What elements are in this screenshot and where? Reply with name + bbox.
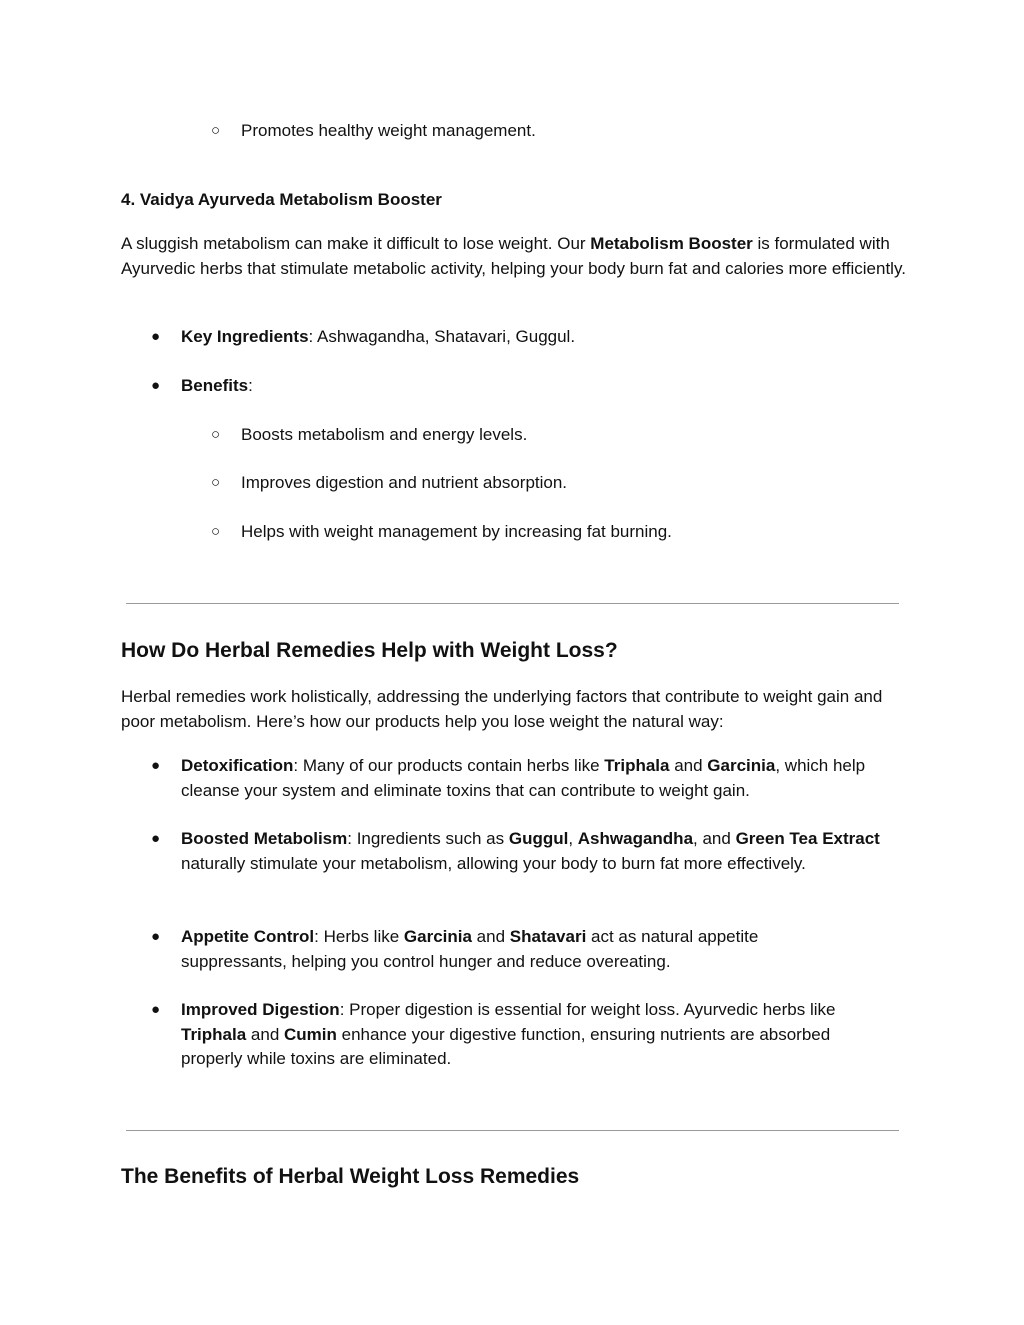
sub-list-item: Boosts metabolism and energy levels.	[241, 425, 528, 444]
filled-bullet: ●	[151, 757, 161, 774]
product-heading: 4. Vaidya Ayurveda Metabolism Booster	[121, 190, 442, 209]
hollow-bullet: ○	[211, 474, 221, 491]
list-item-boosted-metabolism: Boosted Metabolism: Ingredients such as Guggul, Ashwagandha, and Green Tea Extract naturally stimulate your metabolism, allowing your body to burn fat more effectively.	[181, 829, 880, 873]
sub-list-item: Helps with weight management by increasing fat burning.	[241, 522, 672, 541]
section-heading: How Do Herbal Remedies Help with Weight Loss?	[121, 639, 618, 662]
section-heading: The Benefits of Herbal Weight Loss Remedies	[121, 1165, 580, 1188]
list-item-benefits: Benefits:	[181, 376, 253, 395]
filled-bullet: ●	[151, 830, 161, 847]
list-item-ingredients: Key Ingredients: Ashwagandha, Shatavari, Guggul.	[181, 327, 576, 346]
filled-bullet: ●	[151, 1001, 161, 1018]
horizontal-divider	[126, 1130, 899, 1131]
product-intro-paragraph: A sluggish metabolism can make it difficult to lose weight. Our Metabolism Booster is formulated with Ayurvedic herbs that stimulate metabolic activity, helping your body burn fat and calories more efficiently.	[121, 234, 906, 278]
sub-list-item: Improves digestion and nutrient absorption.	[241, 473, 568, 492]
filled-bullet: ●	[151, 928, 161, 945]
hollow-bullet: ○	[211, 122, 221, 139]
list-item: Promotes healthy weight management.	[241, 121, 536, 140]
hollow-bullet: ○	[211, 523, 221, 540]
list-item-improved-digestion: Improved Digestion: Proper digestion is essential for weight loss. Ayurvedic herbs like Triphala and Cumin enhance your digestive function, ensuring nutrients are absorbed properly while toxins are eliminated.	[181, 1000, 836, 1068]
hollow-bullet: ○	[211, 426, 221, 443]
filled-bullet: ●	[151, 328, 161, 345]
list-item-appetite-control: Appetite Control: Herbs like Garcinia and Shatavari act as natural appetite suppressants, helping you control hunger and reduce overeating.	[181, 927, 759, 971]
list-item-detoxification: Detoxification: Many of our products contain herbs like Triphala and Garcinia, which help cleanse your system and eliminate toxins that can contribute to weight gain.	[181, 756, 866, 800]
filled-bullet: ●	[151, 377, 161, 394]
section-intro-paragraph: Herbal remedies work holistically, addressing the underlying factors that contribute to weight gain and poor metabolism. Here’s how our products help you lose weight the natural way:	[121, 687, 883, 731]
horizontal-divider	[126, 603, 899, 604]
